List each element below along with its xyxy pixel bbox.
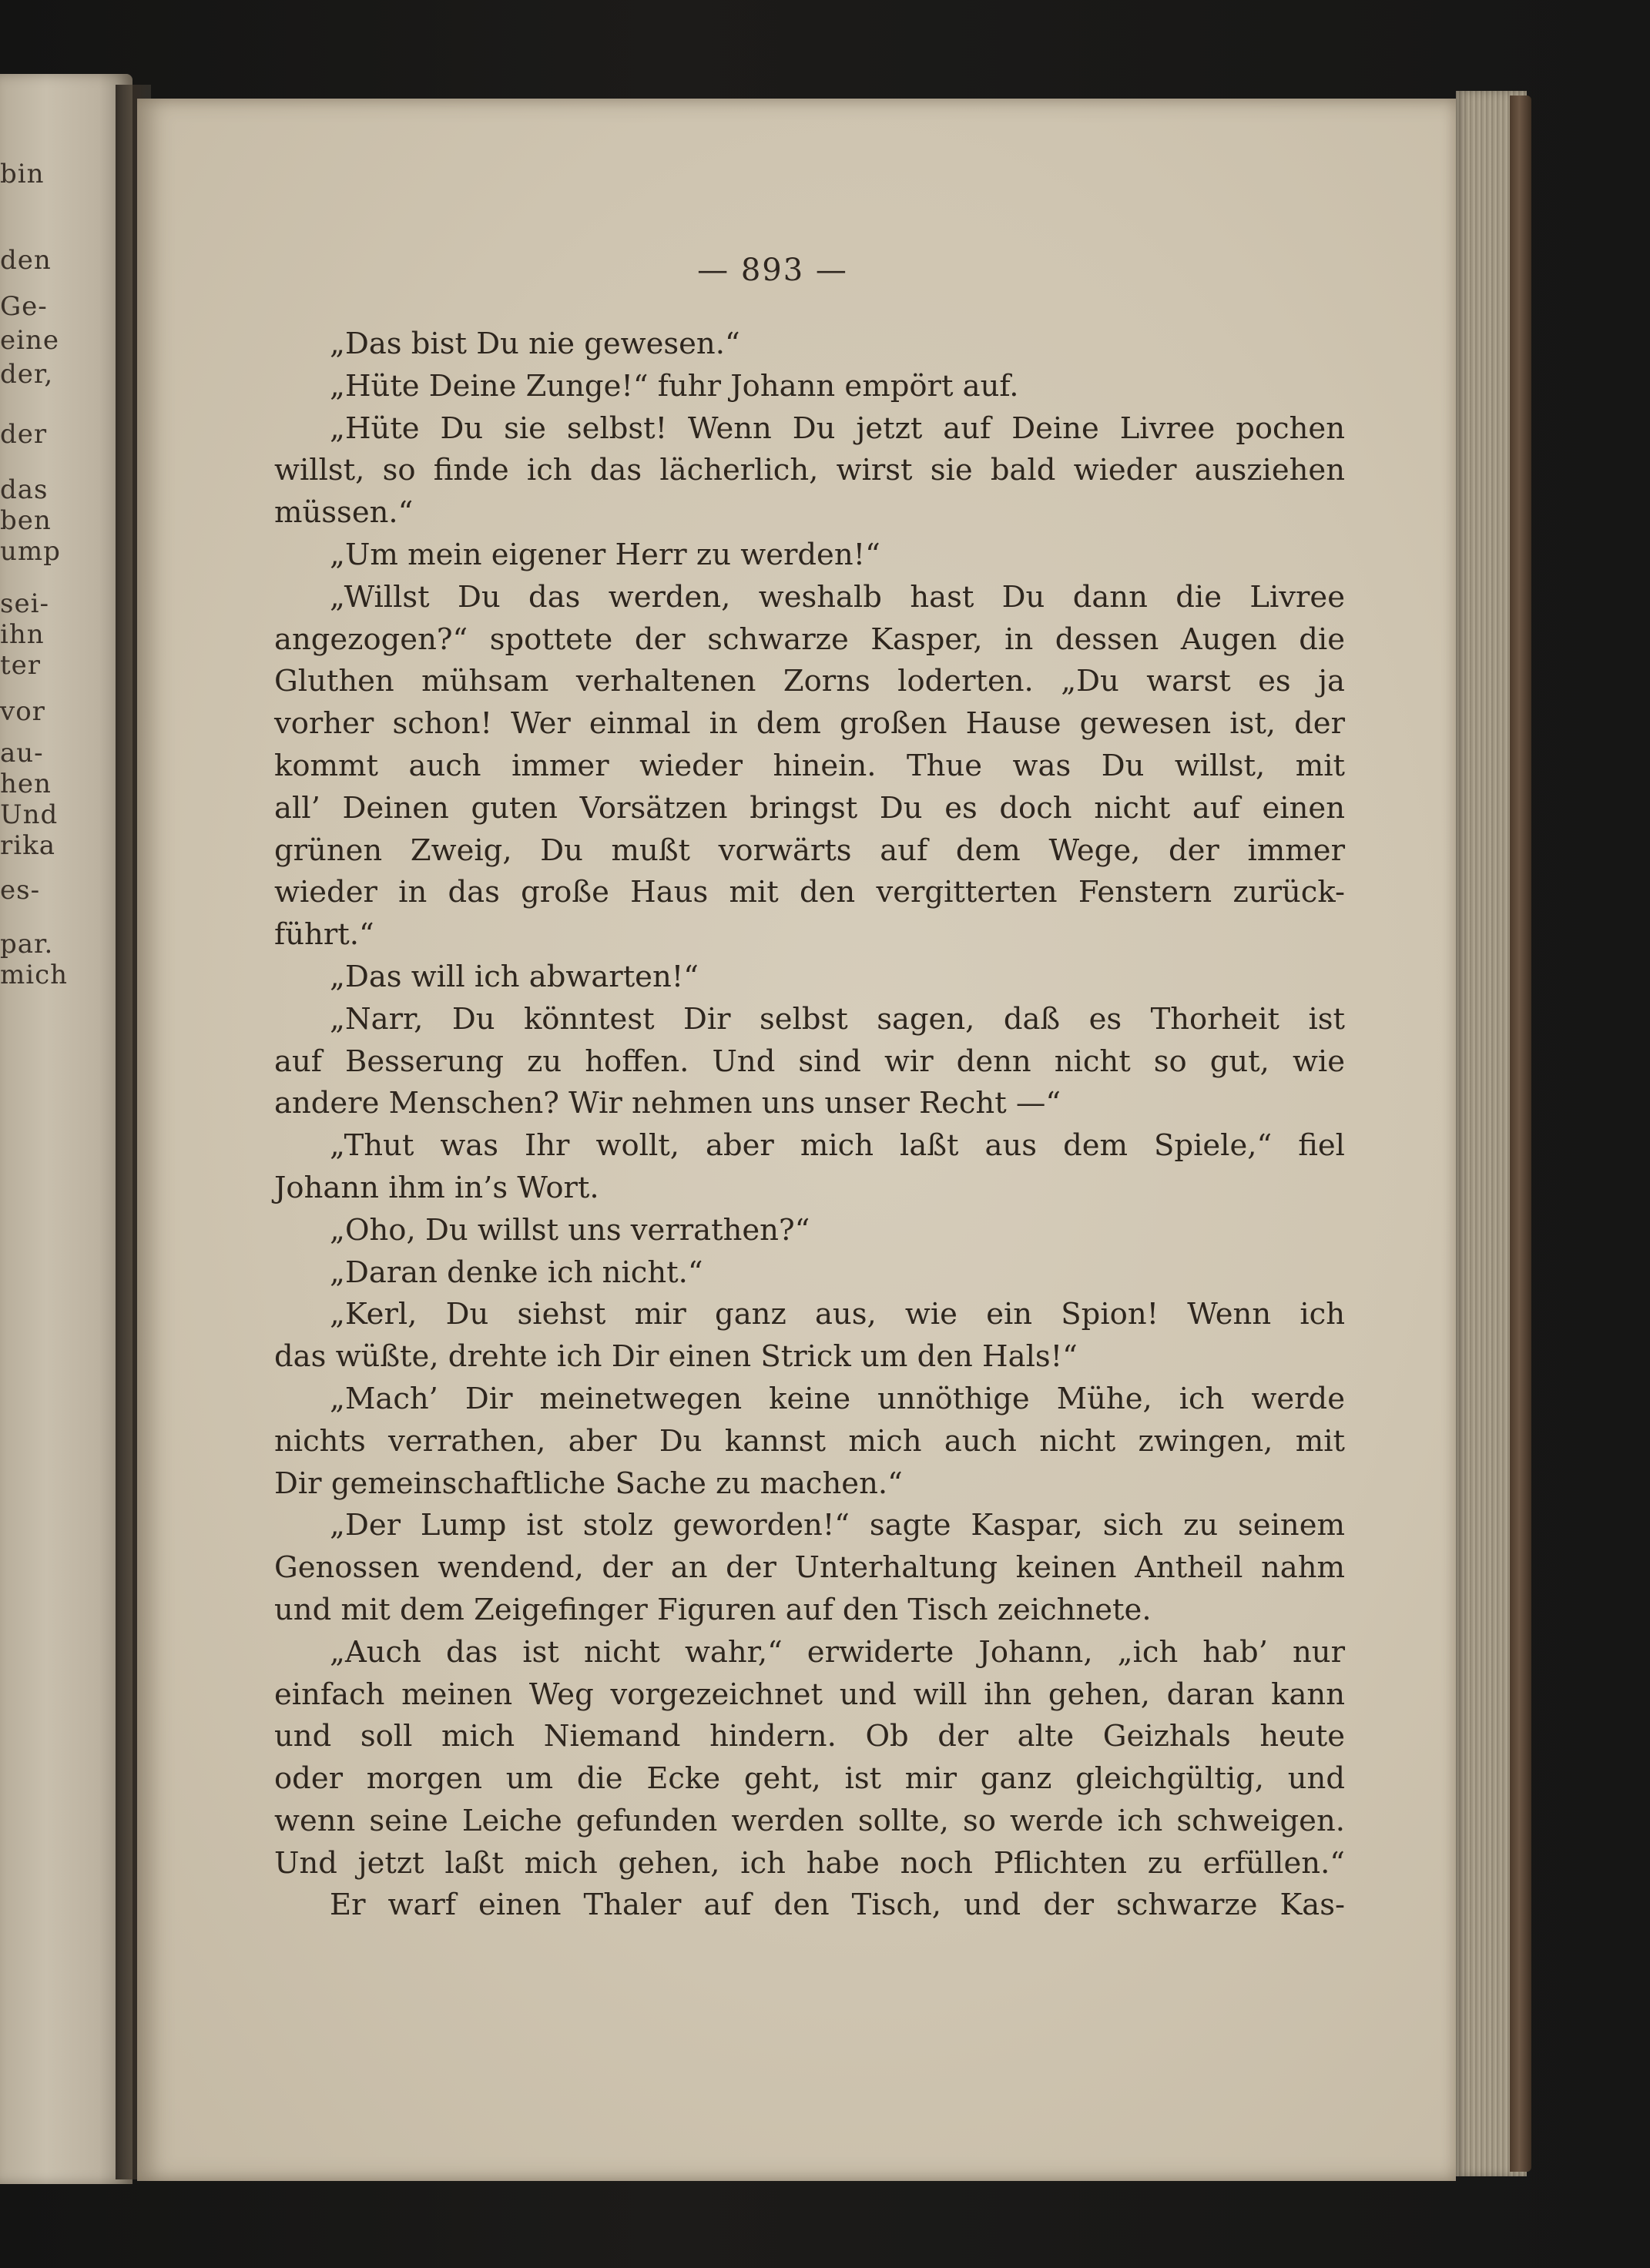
text-line: „Narr, Du könntest Dir selbst sagen, daß es Thorheit ist <box>330 1001 1345 1037</box>
left-page-fragment: par. <box>0 929 54 960</box>
left-page-fragment: Und <box>0 799 59 830</box>
text-line: Und jetzt laßt mich gehen, ich habe noch Pflichten zu erfüllen.“ <box>274 1845 1345 1881</box>
left-page-fragment: ihn <box>0 619 45 650</box>
text-line: oder morgen um die Ecke geht, ist mir ganz gleichgültig, und <box>274 1761 1345 1797</box>
text-line: wieder in das große Haus mit den vergitterten Fenstern zurück- <box>274 875 1345 910</box>
text-line: müssen.“ <box>274 495 414 531</box>
text-line: Johann ihm in’s Wort. <box>274 1170 599 1205</box>
left-page-fragment: bin <box>0 159 45 189</box>
text-line: vorher schon! Wer einmal in dem großen Hause gewesen ist, der <box>274 706 1345 742</box>
left-page-fragment: Ge- <box>0 291 48 322</box>
text-line: Dir gemeinschaftliche Sache zu machen.“ <box>274 1466 903 1501</box>
text-line: „Kerl, Du siehst mir ganz aus, wie ein Spion! Wenn ich <box>330 1297 1345 1332</box>
text-line: und mit dem Zeigefinger Figuren auf den Tisch zeichnete. <box>274 1592 1152 1627</box>
text-line: angezogen?“ spottete der schwarze Kasper, in dessen Augen die <box>274 621 1345 657</box>
left-page-fragment: vor <box>0 696 45 727</box>
text-line: führt.“ <box>274 917 374 953</box>
left-page-fragment: den <box>0 245 52 276</box>
left-page-fragment: sei- <box>0 588 49 619</box>
text-line: „Oho, Du willst uns verrathen?“ <box>330 1212 810 1248</box>
text-line: Genossen wendend, der an der Unterhaltung keinen Antheil nahm <box>274 1550 1345 1586</box>
left-page-fragment: es- <box>0 875 41 906</box>
text-line: willst, so finde ich das lächerlich, wirst sie bald wieder ausziehen <box>274 453 1345 488</box>
text-line: „Der Lump ist stolz geworden!“ sagte Kaspar, sich zu seinem <box>330 1508 1345 1543</box>
left-page-fragment: au- <box>0 738 44 769</box>
text-line: „Das will ich abwarten!“ <box>330 959 699 994</box>
text-line: „Mach’ Dir meinetwegen keine unnöthige Mühe, ich werde <box>330 1381 1345 1416</box>
previous-page-edge <box>0 74 132 2184</box>
text-line: „Daran denke ich nicht.“ <box>330 1255 703 1290</box>
text-line: „Thut was Ihr wollt, aber mich laßt aus dem Spiele,“ fiel <box>330 1128 1345 1164</box>
text-line: nichts verrathen, aber Du kannst mich auch nicht zwingen, mit <box>274 1423 1345 1459</box>
page-text <box>274 323 1345 1927</box>
text-line: andere Menschen? Wir nehmen uns unser Recht —“ <box>274 1086 1061 1121</box>
left-page-fragment: mich <box>0 960 69 990</box>
text-line: wenn seine Leiche gefunden werden sollte, so werde ich schweigen. <box>274 1803 1345 1838</box>
left-page-fragment: rika <box>0 830 55 861</box>
text-line: Er warf einen Thaler auf den Tisch, und der schwarze Kas- <box>330 1888 1345 1923</box>
book-page <box>137 99 1456 2181</box>
text-line: kommt auch immer wieder hinein. Thue was Du willst, mit <box>274 748 1345 783</box>
text-line: „Hüte Deine Zunge!“ fuhr Johann empört auf. <box>330 368 1019 404</box>
text-line: grünen Zweig, Du mußt vorwärts auf dem Wege, der immer <box>274 832 1345 868</box>
text-line: und soll mich Niemand hindern. Ob der alte Geizhals heute <box>274 1719 1345 1754</box>
text-line: all’ Deinen guten Vorsätzen bringst Du es doch nicht auf einen <box>274 790 1345 826</box>
left-page-fragment: das <box>0 474 49 505</box>
left-page-fragment: hen <box>0 769 52 799</box>
left-page-fragment: eine <box>0 325 60 356</box>
page-number: — 893 — <box>697 253 848 288</box>
text-line: „Hüte Du sie selbst! Wenn Du jetzt auf Deine Livree pochen <box>330 410 1345 446</box>
text-line: das wüßte, drehte ich Dir einen Strick um den Hals!“ <box>274 1339 1078 1375</box>
text-line: einfach meinen Weg vorgezeichnet und will ihn gehen, daran kann <box>274 1677 1345 1712</box>
left-page-fragment: der <box>0 419 48 450</box>
book-cover-edge <box>1510 95 1531 2172</box>
left-page-fragment: ump <box>0 536 61 567</box>
left-page-fragment: ben <box>0 505 52 536</box>
text-line: Gluthen mühsam verhaltenen Zorns loderten. „Du warst es ja <box>274 664 1345 699</box>
left-page-fragment: der, <box>0 359 54 390</box>
text-line: „Willst Du das werden, weshalb hast Du dann die Livree <box>330 579 1345 615</box>
text-line: „Auch das ist nicht wahr,“ erwiderte Johann, „ich hab’ nur <box>330 1634 1345 1670</box>
text-line: „Das bist Du nie gewesen.“ <box>330 327 740 361</box>
text-line: „Um mein eigener Herr zu werden!“ <box>330 537 880 572</box>
left-page-fragment: ter <box>0 650 42 681</box>
text-line: auf Besserung zu hoffen. Und sind wir denn nicht so gut, wie <box>274 1044 1345 1079</box>
